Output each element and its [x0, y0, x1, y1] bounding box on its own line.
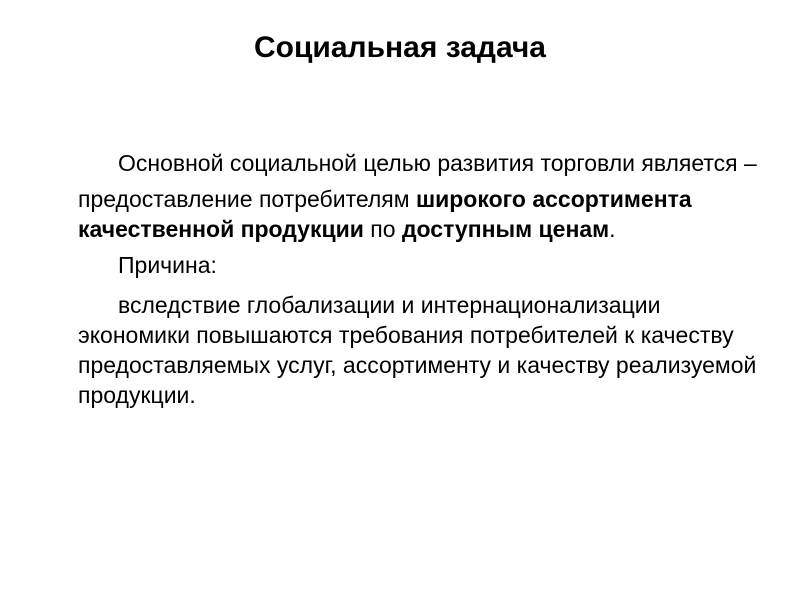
paragraph-reason: вследствие глобализации и интернационализации экономики повышаются требования потребителей к качеству предоставляемых услуг, ассортименту и качеству реализуемой продукции.: [78, 292, 757, 408]
slide-title: Социальная задача: [254, 31, 546, 64]
definition-text-end: .: [609, 216, 616, 242]
emphasis-prices: доступным ценам: [401, 216, 610, 242]
paragraph-goal: Основной социальной целью развития торговли является –: [118, 150, 757, 176]
paragraph-reason-label: Причина:: [118, 252, 217, 278]
paragraph-definition: [78, 184, 758, 244]
emphasis-assortment: широкого ассортимента качественной продукции: [78, 186, 692, 242]
definition-text-mid: по: [363, 216, 402, 242]
definition-text-start: предоставление потребителям: [78, 186, 416, 212]
slide-body: [78, 148, 758, 410]
